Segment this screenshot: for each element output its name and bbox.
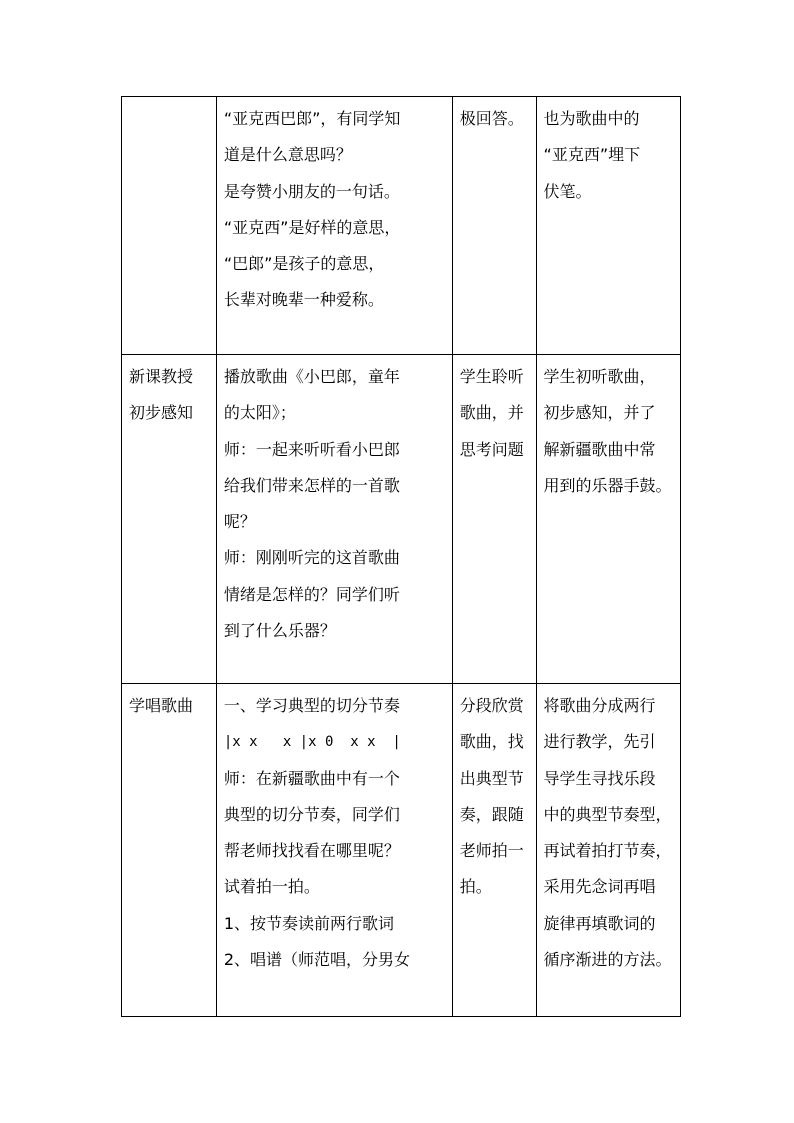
cell-line: 师：在新疆歌曲中有一个: [223, 768, 400, 788]
table-row: [122, 355, 681, 684]
cell-line: 用到的乐器手鼓。: [543, 475, 672, 495]
teacher-activity-cell: [216, 684, 452, 1017]
cell-line: “巴郎”是孩子的意思，: [223, 254, 385, 274]
teacher-activity-cell: [216, 355, 452, 684]
cell-line: 导学生寻找乐段: [543, 768, 656, 788]
cell-line: 播放歌曲《小巴郎，童年: [223, 367, 400, 386]
cell-line: 伏笔。: [543, 181, 592, 201]
cell-line: “亚克西”是好样的意思，: [223, 217, 401, 237]
cell-line: 学唱歌曲: [129, 696, 194, 715]
table-row: [122, 97, 681, 355]
cell-line: 老师拍一: [459, 841, 524, 861]
cell-line: 一、学习典型的切分节奏: [223, 696, 400, 715]
cell-line: 初步感知: [129, 403, 194, 423]
cell-line: 将歌曲分成两行: [543, 696, 656, 715]
cell-line: 1、按节奏读前两行歌词: [223, 913, 394, 933]
cell-line: 出典型节: [459, 768, 524, 788]
cell-line: 思考问题: [459, 439, 524, 459]
cell-line: 也为歌曲中的: [543, 109, 640, 128]
cell-line: 是夸赞小朋友的一句话。: [223, 181, 400, 201]
design-intent-cell: [536, 684, 680, 1017]
rhythm-notation: |x x x |x 0 x x |: [223, 734, 401, 751]
student-activity-cell: [452, 97, 536, 355]
student-activity-cell: [452, 684, 536, 1017]
cell-line: 极回答。: [459, 109, 524, 128]
lesson-plan-table: [121, 96, 681, 1017]
cell-line: 学生聆听: [459, 367, 524, 386]
cell-line: 歌曲，找: [459, 732, 524, 752]
cell-line: 的太阳》；: [223, 403, 296, 423]
cell-line: 循序渐进的方法。: [543, 950, 672, 970]
design-intent-cell: [536, 355, 680, 684]
cell-line: 到了什么乐器？: [223, 621, 336, 641]
cell-line: 典型的切分节奏，同学们: [223, 804, 400, 824]
cell-line: 师：刚刚听完的这首歌曲: [223, 548, 400, 568]
cell-line: 旋律再填歌词的: [543, 913, 656, 933]
cell-line: 解新疆歌曲中常: [543, 439, 656, 459]
cell-line: 长辈对晚辈一种爱称。: [223, 290, 384, 310]
student-activity-cell: [452, 355, 536, 684]
cell-line: 试着拍一拍。: [223, 877, 320, 897]
cell-line: 中的典型节奏型，: [543, 804, 672, 824]
stage-cell: [122, 355, 217, 684]
cell-line: 道是什么意思吗？: [223, 145, 352, 165]
cell-line: 给我们带来怎样的一首歌: [223, 475, 400, 495]
cell-line: 师：一起来听听看小巴郎: [223, 439, 400, 459]
cell-line: 再试着拍打节奏，: [543, 841, 672, 861]
cell-line: 2、唱谱（师范唱，分男女: [223, 950, 410, 970]
stage-cell: [122, 684, 217, 1017]
cell-line: 采用先念词再唱: [543, 877, 656, 897]
teacher-activity-cell: [216, 97, 452, 355]
cell-line: 进行教学，先引: [543, 732, 656, 752]
cell-line: 新课教授: [129, 367, 194, 386]
table-row: [122, 684, 681, 1017]
cell-line: “亚克西巴郎”，有同学知: [223, 109, 401, 128]
stage-cell: [122, 97, 217, 355]
cell-line: “亚克西”埋下: [543, 145, 641, 165]
cell-line: 奏，跟随: [459, 804, 524, 824]
cell-line: 学生初听歌曲，: [543, 367, 656, 386]
cell-line: 初步感知，并了: [543, 403, 656, 423]
design-intent-cell: [536, 97, 680, 355]
cell-line: 分段欣赏: [459, 696, 524, 715]
cell-line: 歌曲，并: [459, 403, 524, 423]
cell-line: 呢？: [223, 512, 256, 532]
cell-line: 情绪是怎样的？同学们听: [223, 584, 400, 604]
cell-line: 帮老师找找看在哪里呢？: [223, 841, 400, 861]
cell-line: 拍。: [459, 877, 492, 897]
